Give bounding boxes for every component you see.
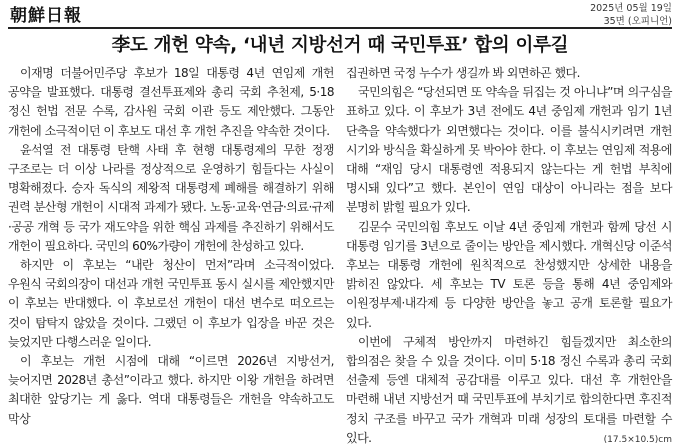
paragraph: 김문수 국민의힘 후보도 이날 4년 중임제 개헌과 함께 당선 시 대통령 임기를 3년으로 줄이는 방안을 제시했다. 개혁신당 이준석 후보는 대통령 개헌에 원칙적으로 찬성했지만 상세한 내용을 밝히진 않았다. 세 후보는 TV 토론 등을 통해 4년 중임제와 이원정부제·내각제 등 다양한 방안을 놓고 공개 토론할 필요가 있다. <box>346 219 672 330</box>
article-headline: 李도 개헌 약속, ‘내년 지방선거 때 국민투표’ 합의 이루길 <box>111 35 569 56</box>
masthead <box>10 2 82 24</box>
paragraph: 이 후보는 개헌 시점에 대해 “이르면 2026년 지방선거, 늦어지면 2028년 총선”이라고 했다. 하지만 이왕 개헌을 하려면 최대한 앞당기는 게 옳다. 역대 대통령들은 개헌을 약속하고도 막상 <box>8 354 334 426</box>
masthead-divider <box>8 27 672 29</box>
paragraph: 이번에 구체적 방안까지 마련하긴 힘들겠지만 최소한의 합의점은 찾을 수 있을 것이다. 이미 5·18 정신 수록과 총리 국회 선출제 등엔 대체적 공감대를 이루고 있다. 대선 후 개헌안을 마련해 내년 지방선거 때 국민투표에 부치기로 합의한다면 후진적 정치 구조를 바꾸고 국가 개혁과 미래 성장의 토대를 마련할 수 있다. <box>346 334 672 445</box>
article-column-left <box>8 64 334 436</box>
article-size-note: (17.5×10.5)cm <box>603 435 672 445</box>
paragraph: 윤석열 전 대통령 탄핵 사태 후 현행 대통령제의 무한 정쟁 구조로는 더 이상 나라를 정상적으로 운영하기 힘들다는 사실이 명확해졌다. 승자 독식의 제왕적 대통령제 폐해를 해결하기 위해 권력 분산형 개헌이 시대적 과제가 됐다. 노동·교육·연금·의료·규제·공공 개혁 등 국가 재도약을 위한 핵심 과제를 추진하기 위해서도 개헌이 필요하다. 국민의 60%가량이 개헌에 찬성하고 있다. <box>8 142 334 253</box>
publication-date: 2025년 05월 19일 <box>590 3 672 14</box>
newspaper-logo: 朝鮮日報 <box>10 5 82 26</box>
paragraph: 이재명 더불어민주당 후보가 18일 대통령 4년 연임제 개헌 공약을 발표했다. 대통령 결선투표제와 총리 국회 추천제, 5·18 정신 헌법 전문 수록, 감사원 국회 이관 등도 제안했다. 그동안 개헌에 소극적이던 이 후보도 대선 후 개헌 추진을 약속한 것이다. <box>8 66 334 138</box>
page-section: 35면 (오피니언) <box>603 16 672 27</box>
publication-info <box>590 2 672 28</box>
paragraph: 국민의힘은 “당선되면 또 약속을 뒤집는 것 아니냐”며 의구심을 표하고 있다. 이 후보가 3년 전에도 4년 중임제 개헌과 임기 1년 단축을 약속했다가 외면했다는 것이다. 이를 불식시키려면 개헌 시기와 방식을 확실하게 못 박아야 한다. 이 후보는 연임제 적용에 대해 “재임 당시 대통령엔 적용되지 않는다는 게 헌법 부칙에 명시돼 있다”고 했다. 본인이 연임 대상이 아니라는 점을 보다 분명히 밝힐 필요가 있다. <box>346 85 672 215</box>
paragraph: 집권하면 국정 누수가 생길까 봐 외면하곤 했다. <box>346 66 580 80</box>
paragraph: 하지만 이 후보는 “내란 청산이 먼저”라며 소극적이었다. 우원식 국회의장이 대선과 개헌 국민투표 동시 실시를 제안했지만 이 후보는 반대했다. 이 후보로선 개헌이 대선 변수로 떠오르는 것이 탐탁지 않았을 것이다. 그랬던 이 후보가 입장을 바꾼 것은 늦었지만 다행스러운 일이다. <box>8 258 334 349</box>
